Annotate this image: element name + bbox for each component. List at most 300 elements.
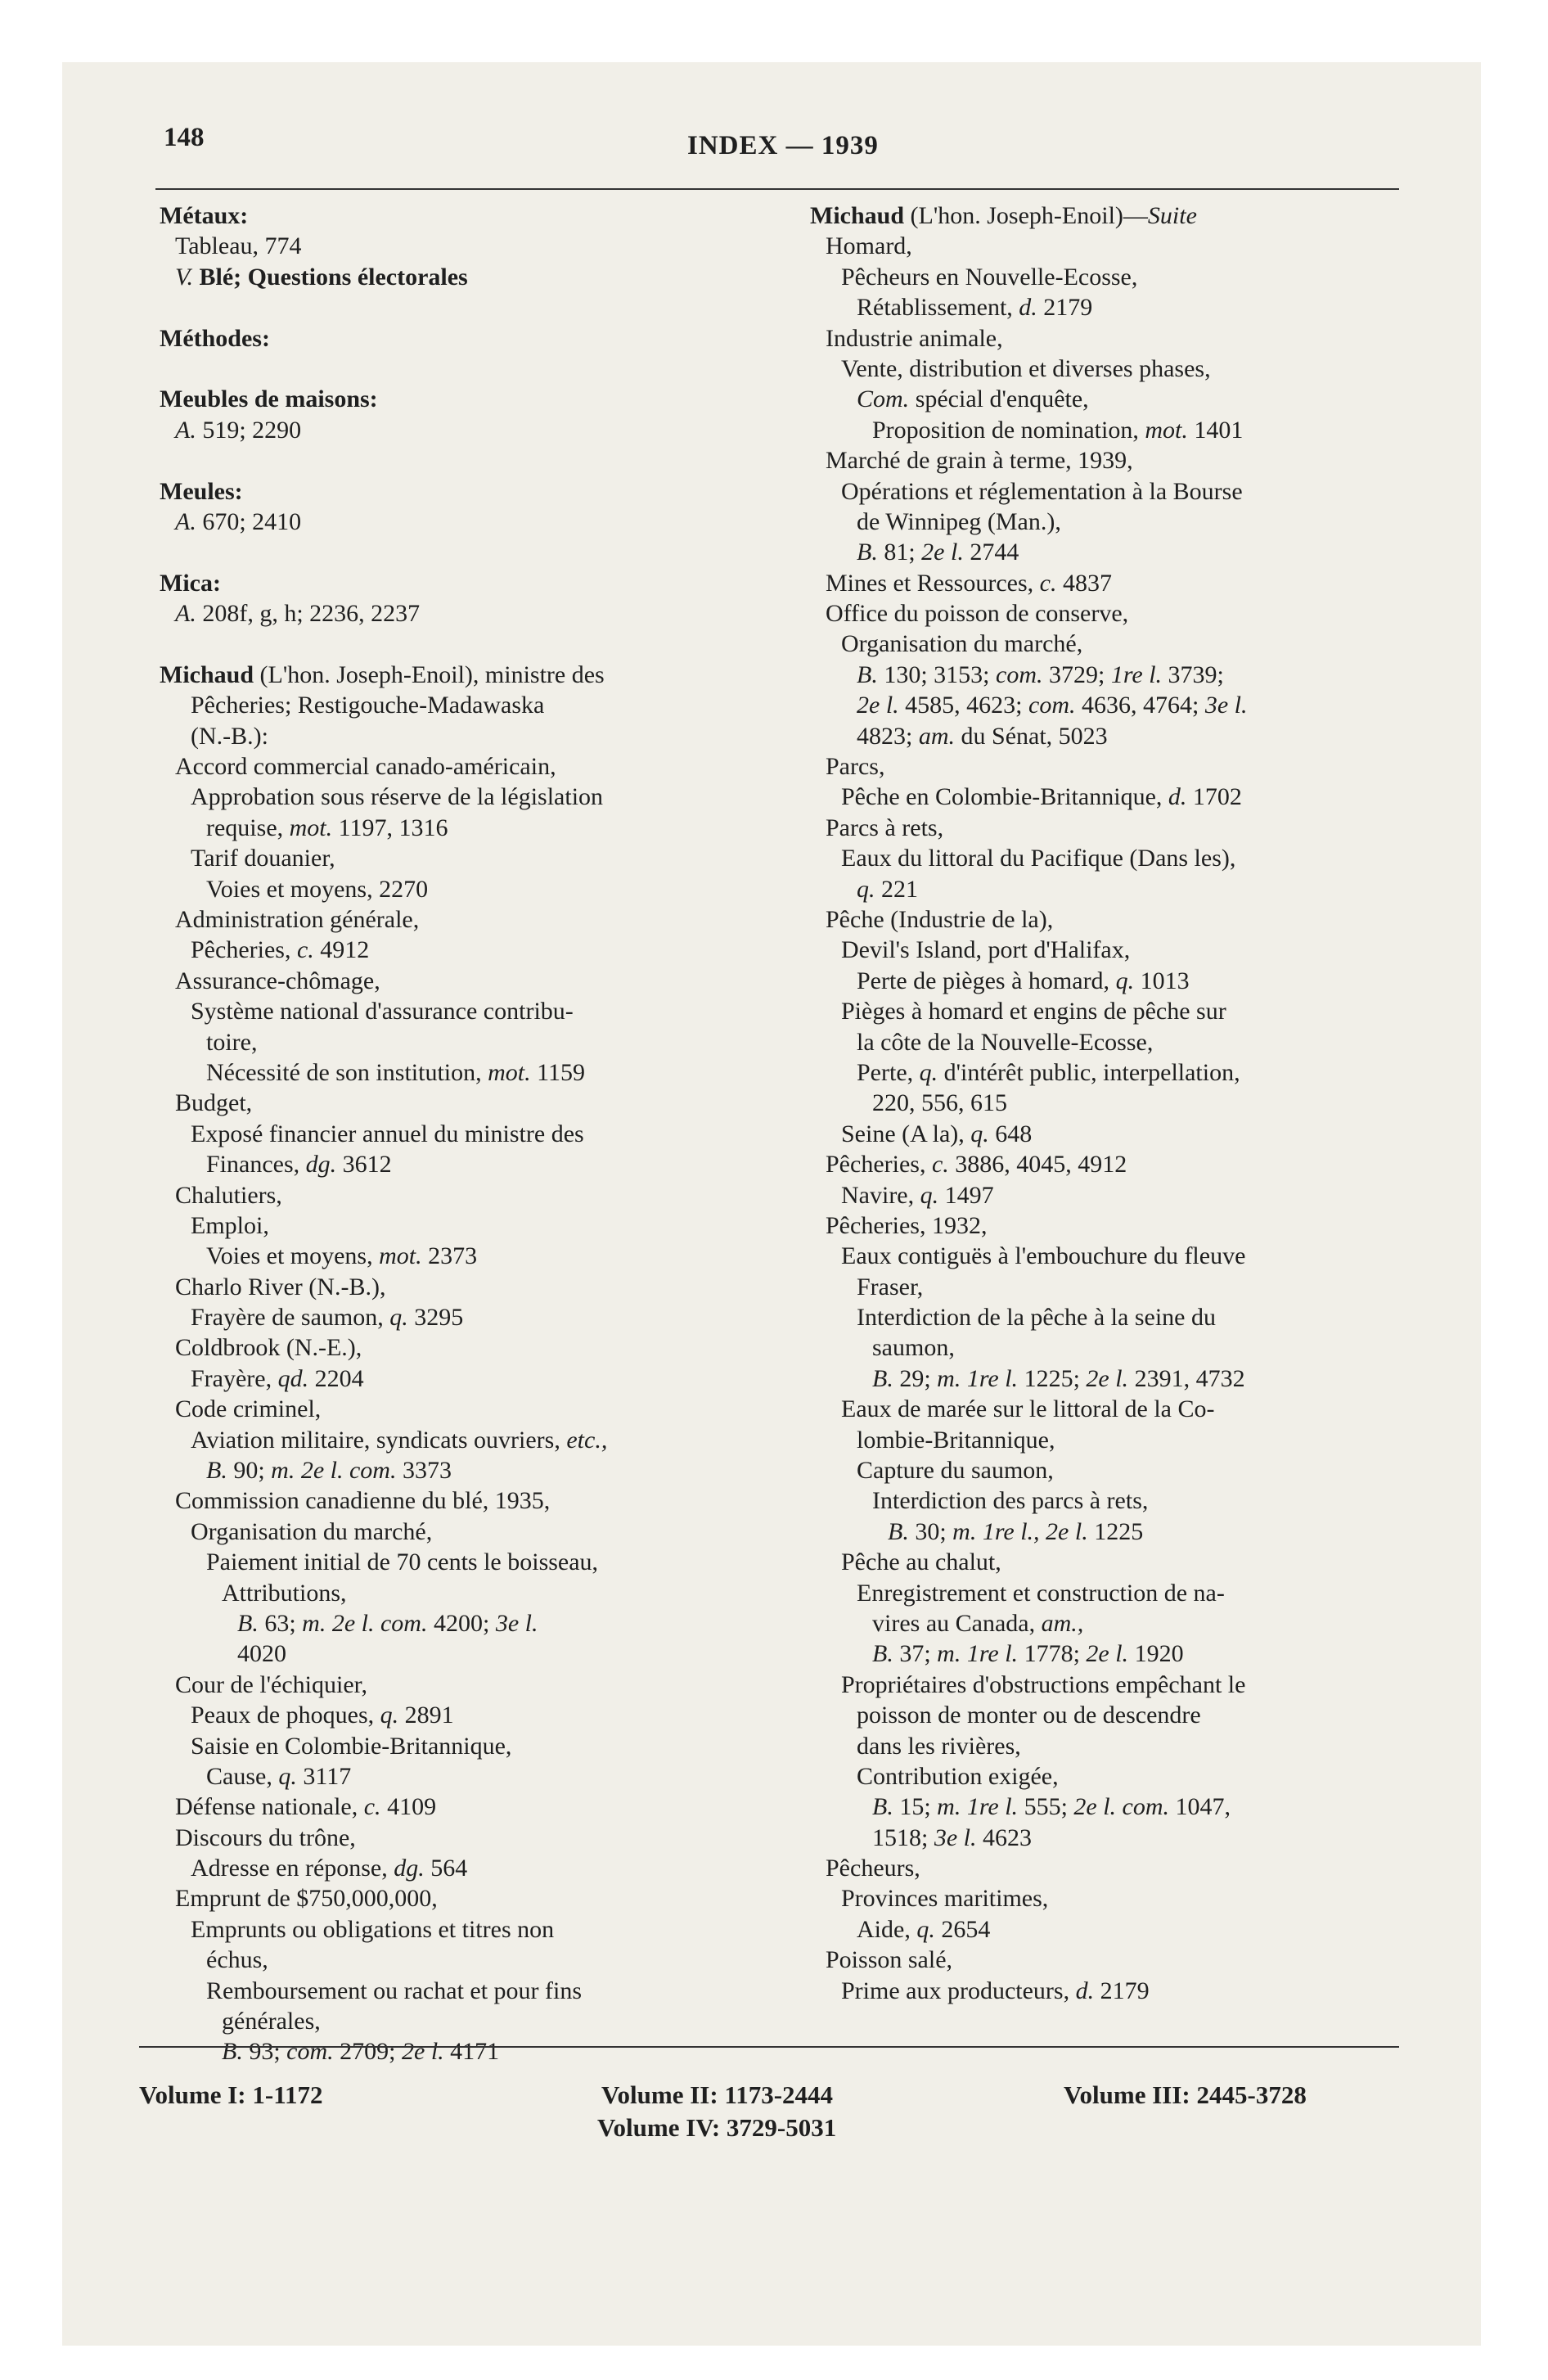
entry-text: 555; (1018, 1793, 1074, 1821)
index-entry (160, 1547, 765, 1577)
entry-text: Pêche au chalut, (841, 1548, 1001, 1576)
index-entry (810, 721, 1399, 751)
index-entry (160, 1149, 765, 1179)
entry-text: Saisie en Colombie-Britannique, (191, 1732, 512, 1760)
index-entry (160, 1578, 765, 1608)
index-entry (810, 1302, 1399, 1332)
index-entry (810, 568, 1399, 598)
entry-text: Opérations et réglementation à la Bourse (841, 477, 1243, 505)
entry-text: Perte, (857, 1058, 920, 1086)
index-entry (160, 1761, 765, 1792)
entry-text: Coldbrook (N.-E.), (175, 1334, 362, 1362)
index-entry (810, 1088, 1399, 1118)
index-entry (810, 1639, 1399, 1669)
entry-text: Propriétaires d'obstructions empêchant le (841, 1670, 1246, 1698)
index-entry (160, 1455, 765, 1485)
entry-text: com. (1028, 692, 1076, 719)
entry-text: Discours du trône, (175, 1823, 356, 1851)
entry-text: Parcs à rets, (826, 814, 944, 841)
entry-text: Peaux de phoques, (191, 1702, 380, 1729)
entry-text: Navire, (841, 1181, 920, 1209)
entry-text: d. (1075, 1977, 1095, 2004)
index-entry (810, 1455, 1399, 1485)
entry-text: c. (931, 1151, 949, 1179)
entry-text: Pêcheries, (191, 936, 297, 964)
index-entry (160, 1302, 765, 1332)
entry-text: c. (1039, 569, 1057, 597)
entry-text: Défense nationale, (175, 1793, 364, 1821)
header-rule (155, 188, 1399, 190)
entry-text: m. 1re l. (937, 1640, 1019, 1668)
index-entry (160, 1394, 765, 1424)
entry-text: 2373 (421, 1242, 478, 1270)
index-entry (160, 813, 765, 843)
entry-text: 1197, 1316 (332, 814, 448, 841)
entry-text: Adresse en réponse, (191, 1855, 394, 1882)
entry-text: 3886, 4045, 4912 (948, 1151, 1127, 1179)
index-entry (810, 1364, 1399, 1394)
index-entry (160, 1670, 765, 1700)
entry-text: d. (1019, 294, 1037, 322)
index-entry (160, 1608, 765, 1639)
entry-text: 93; (242, 2038, 287, 2066)
entry-text: dg. (394, 1855, 425, 1882)
entry-text: Marché de grain à terme, 1939, (826, 447, 1133, 475)
entry-text: Industrie animale, (826, 324, 1003, 352)
index-entry (160, 1700, 765, 1730)
index-entry (810, 1517, 1399, 1547)
entry-text: com. (996, 660, 1043, 688)
entry-text: 4109 (380, 1793, 437, 1821)
index-entry (160, 507, 765, 537)
entry-text: Approbation sous réserve de la législation (191, 783, 604, 811)
index-entry (810, 1210, 1399, 1241)
entry-text: A. (175, 507, 196, 535)
index-entry (810, 966, 1399, 996)
entry-text: 3612 (336, 1151, 392, 1179)
entry-text: Organisation du marché, (191, 1517, 433, 1545)
entry-text: Office du poisson de conserve, (826, 600, 1129, 628)
entry-text: Tableau, 774 (175, 232, 302, 260)
index-entry (810, 323, 1399, 354)
entry-text: Pièges à homard et engins de pêche sur (841, 998, 1226, 1025)
entry-text: 90; (227, 1457, 272, 1485)
entry-text: B. (888, 1517, 909, 1545)
index-entry (160, 874, 765, 904)
entry-text: Aide, (857, 1915, 917, 1943)
index-entry (810, 1792, 1399, 1822)
index-entry (810, 1272, 1399, 1302)
index-entry (810, 1700, 1399, 1730)
entry-text: 4585, 4623; (898, 692, 1028, 719)
index-entry (160, 1180, 765, 1210)
entry-text: Méthodes: (160, 324, 270, 352)
index-entry (160, 1914, 765, 1945)
entry-text: 29; (893, 1364, 938, 1392)
index-entry (810, 354, 1399, 384)
entry-text: 221 (875, 875, 918, 903)
index-heading (160, 568, 765, 598)
entry-text: Paiement initial de 70 cents le boisseau, (206, 1548, 599, 1576)
entry-text: Mines et Ressources, (826, 569, 1040, 597)
entry-spacer (160, 445, 765, 476)
entry-text: B. (237, 1609, 259, 1637)
index-entry (160, 782, 765, 812)
right-column (810, 201, 1399, 2006)
entry-text: 670; 2410 (196, 507, 302, 535)
index-entry (810, 231, 1399, 261)
index-entry (160, 1210, 765, 1241)
entry-text: q. (389, 1304, 408, 1332)
entry-text: 4623 (976, 1823, 1032, 1851)
entry-text: q. (380, 1702, 399, 1729)
entry-text: q. (919, 1058, 938, 1086)
entry-text: 63; (258, 1609, 303, 1637)
index-entry (160, 231, 765, 261)
index-entry (160, 1332, 765, 1363)
index-entry (160, 2006, 765, 2036)
entry-text: Seine (A la), (841, 1120, 971, 1147)
entry-text: la côte de la Nouvelle-Ecosse, (857, 1028, 1154, 1056)
entry-text: 81; (877, 539, 922, 566)
index-entry (810, 782, 1399, 812)
index-entry (160, 1364, 765, 1394)
entry-text: Cour de l'échiquier, (175, 1670, 367, 1698)
entry-text: poisson de monter ou de descendre (857, 1702, 1201, 1729)
entry-text: Système national d'assurance contribu- (191, 998, 574, 1025)
entry-text: lombie-Britannique, (857, 1426, 1055, 1454)
entry-text: Emprunts ou obligations et titres non (191, 1915, 555, 1943)
index-entry (160, 1485, 765, 1516)
entry-text: 2391, 4732 (1128, 1364, 1245, 1392)
index-heading (160, 660, 765, 690)
index-entry (160, 1517, 765, 1547)
index-entry (160, 1731, 765, 1761)
entry-text: Nécessité de son institution, (206, 1058, 488, 1086)
footer-rule (139, 2046, 1399, 2048)
entry-text: 1702 (1186, 783, 1242, 811)
index-entry (160, 1823, 765, 1853)
entry-text: mot. (488, 1058, 531, 1086)
entry-text: saumon, (872, 1334, 955, 1362)
entry-spacer (160, 629, 765, 659)
index-entry (160, 1241, 765, 1271)
index-entry (160, 751, 765, 782)
entry-text: am., (1041, 1609, 1084, 1637)
left-column (160, 201, 765, 2067)
entry-text: Eaux du littoral du Pacifique (Dans les), (841, 845, 1236, 872)
index-entry (810, 1761, 1399, 1792)
index-entry (810, 1119, 1399, 1149)
index-heading (160, 476, 765, 507)
volume-3-range: Volume III: 2445-3728 (1064, 2080, 1307, 2109)
index-entry (160, 598, 765, 629)
index-entry (810, 813, 1399, 843)
entry-text: Poisson salé, (826, 1946, 953, 1974)
entry-text: requise, (206, 814, 290, 841)
entry-text: 564 (424, 1855, 468, 1882)
entry-text: 2654 (934, 1915, 991, 1943)
entry-text: 2e l. (921, 539, 964, 566)
entry-text: 4171 (443, 2038, 500, 2066)
entry-text: B. (222, 2038, 243, 2066)
entry-text: toire, (206, 1028, 258, 1056)
entry-text: Pêcheurs, (826, 1855, 920, 1882)
entry-text: q. (1115, 967, 1135, 994)
index-entry (810, 1547, 1399, 1577)
index-entry (810, 1914, 1399, 1945)
index-entry (810, 1027, 1399, 1057)
entry-text: Charlo River (N.-B.), (175, 1273, 386, 1300)
entry-text: 1920 (1128, 1640, 1184, 1668)
entry-text: Finances, (206, 1151, 306, 1179)
index-entry (810, 1731, 1399, 1761)
entry-text: Interdiction de la pêche à la seine du (857, 1304, 1216, 1332)
index-entry (810, 445, 1399, 476)
entry-text: am. (918, 722, 956, 750)
entry-text: 30; (908, 1517, 953, 1545)
index-entry (810, 384, 1399, 414)
entry-text: Organisation du marché, (841, 630, 1083, 658)
entry-text: 1013 (1134, 967, 1190, 994)
entry-text: Aviation militaire, syndicats ouvriers, (191, 1426, 567, 1454)
index-entry (160, 1976, 765, 2006)
index-entry (810, 751, 1399, 782)
index-entry (810, 507, 1399, 537)
index-entry (810, 262, 1399, 292)
entry-spacer (160, 354, 765, 384)
entry-text: A. (175, 600, 196, 628)
entry-text: d'intérêt public, interpellation, (938, 1058, 1240, 1086)
index-entry (160, 2036, 765, 2067)
index-entry (160, 1119, 765, 1149)
entry-text: du Sénat, 5023 (955, 722, 1108, 750)
index-entry (160, 1027, 765, 1057)
entry-text: Com. (857, 385, 910, 413)
entry-text: 3e l. (495, 1609, 538, 1637)
entry-text: 220, 556, 615 (872, 1089, 1007, 1117)
entry-text: 4823; (857, 722, 919, 750)
index-heading (160, 384, 765, 414)
entry-text: B. (872, 1640, 893, 1668)
index-entry (160, 1945, 765, 1975)
entry-text: Tarif douanier, (191, 845, 335, 872)
index-entry (160, 1272, 765, 1302)
entry-text: Métaux: (160, 202, 249, 229)
entry-text: Code criminel, (175, 1395, 322, 1423)
entry-text: m. 2e l. com. (302, 1609, 428, 1637)
index-entry (810, 1149, 1399, 1179)
entry-text: Administration générale, (175, 905, 420, 933)
entry-text: 4200; (427, 1609, 496, 1637)
entry-text: 1497 (938, 1181, 994, 1209)
entry-text: 1225 (1087, 1517, 1144, 1545)
entry-text: Assurance-chômage, (175, 967, 380, 994)
entry-text: q. (970, 1120, 989, 1147)
index-entry (160, 690, 765, 720)
entry-text: Perte de pièges à homard, (857, 967, 1116, 994)
index-entry (810, 874, 1399, 904)
entry-text: Chalutiers, (175, 1181, 282, 1209)
entry-text: 3e l. (1204, 692, 1248, 719)
index-heading (160, 323, 765, 354)
entry-text: B. (857, 539, 878, 566)
entry-text: q. (278, 1762, 297, 1790)
entry-text: Remboursement ou rachat et pour fins (206, 1977, 583, 2004)
index-entry (810, 1976, 1399, 2006)
index-entry (160, 843, 765, 873)
entry-text: 2204 (308, 1364, 364, 1392)
entry-text: 4636, 4764; (1075, 692, 1205, 719)
entry-text: m. 1re l., 2e l. (952, 1517, 1088, 1545)
entry-text: Pêcheurs en Nouvelle-Ecosse, (841, 263, 1138, 291)
page-header (164, 123, 1391, 172)
index-entry (810, 935, 1399, 965)
entry-text: 1778; (1018, 1640, 1087, 1668)
index-entry (160, 1425, 765, 1455)
entry-text: Enregistrement et construction de na- (857, 1579, 1225, 1607)
entry-text: (L'hon. Joseph-Enoil)— (904, 202, 1148, 229)
entry-text: c. (363, 1793, 381, 1821)
entry-text: Frayère de saumon, (191, 1304, 390, 1332)
entry-text: Voies et moyens, (206, 1242, 380, 1270)
entry-text: Emploi, (191, 1211, 269, 1239)
entry-text: Interdiction des parcs à rets, (872, 1487, 1149, 1515)
index-heading (160, 201, 765, 231)
entry-text: 2e l. (1086, 1364, 1129, 1392)
entry-text: Budget, (175, 1089, 253, 1117)
index-entry (810, 1180, 1399, 1210)
index-entry (810, 1241, 1399, 1271)
entry-text: Michaud (160, 660, 254, 688)
entry-text: 3117 (296, 1762, 352, 1790)
index-entry (810, 996, 1399, 1026)
index-entry (810, 1057, 1399, 1088)
index-entry (810, 537, 1399, 567)
entry-text: B. (872, 1793, 893, 1821)
entry-text: 4912 (313, 936, 370, 964)
entry-text: Commission canadienne du blé, 1935, (175, 1487, 551, 1515)
index-entry (810, 1670, 1399, 1700)
entry-text: 2e l. com. (1073, 1793, 1170, 1821)
index-entry (810, 476, 1399, 507)
index-entry (160, 721, 765, 751)
volume-1-range: Volume I: 1-1172 (139, 2080, 323, 2109)
entry-text: Accord commercial canado-américain, (175, 753, 556, 781)
entry-text: etc., (566, 1426, 608, 1454)
entry-text: 3373 (396, 1457, 452, 1485)
entry-text: (N.-B.): (191, 722, 268, 750)
entry-text: 2179 (1037, 294, 1093, 322)
index-entry (810, 1332, 1399, 1363)
index-entry (810, 690, 1399, 720)
entry-text: Vente, distribution et diverses phases, (841, 354, 1211, 382)
entry-text: c. (296, 936, 314, 964)
entry-text: B. (857, 660, 878, 688)
entry-text: Devil's Island, port d'Halifax, (841, 936, 1131, 964)
index-entry (160, 1057, 765, 1088)
entry-text: Eaux contiguës à l'embouchure du fleuve (841, 1242, 1246, 1270)
entry-text: 37; (893, 1640, 938, 1668)
index-entry (160, 935, 765, 965)
index-entry (810, 1485, 1399, 1516)
entry-text: Pêcheries, 1932, (826, 1211, 988, 1239)
entry-text: 3e l. (934, 1823, 977, 1851)
entry-text: Capture du saumon, (857, 1457, 1054, 1485)
entry-text: 2709; (333, 2038, 402, 2066)
index-entry (160, 1792, 765, 1822)
entry-text: q. (857, 875, 875, 903)
index-entry (810, 1883, 1399, 1913)
entry-text: mot. (379, 1242, 422, 1270)
entry-text: dans les rivières, (857, 1732, 1021, 1760)
entry-text: mot. (1145, 416, 1188, 444)
entry-text: vires au Canada, (872, 1609, 1042, 1637)
index-entry (810, 1425, 1399, 1455)
index-entry (160, 1883, 765, 1913)
entry-text: 1159 (530, 1058, 586, 1086)
entry-text: q. (916, 1915, 935, 1943)
entry-text: Mica: (160, 569, 221, 597)
entry-text: mot. (289, 814, 333, 841)
entry-text: 1047, (1169, 1793, 1231, 1821)
entry-text: de Winnipeg (Man.), (857, 507, 1061, 535)
entry-text: (L'hon. Joseph-Enoil), ministre des (254, 660, 605, 688)
entry-text: Meules: (160, 477, 243, 505)
entry-text: 1re l. (1110, 660, 1163, 688)
index-entry (810, 1823, 1399, 1853)
entry-text: 4020 (237, 1640, 286, 1668)
index-entry (810, 415, 1399, 445)
entry-text: Fraser, (857, 1273, 924, 1300)
entry-text: 2e l. (1086, 1640, 1129, 1668)
entry-text: Pêcheries; Restigouche-Madawaska (191, 692, 545, 719)
entry-text: 2e l. (857, 692, 899, 719)
entry-text: B. (872, 1364, 893, 1392)
entry-text: Pêche en Colombie-Britannique, (841, 783, 1168, 811)
entry-text: 2179 (1094, 1977, 1150, 2004)
entry-text: 1225; (1018, 1364, 1087, 1392)
index-heading (810, 201, 1399, 231)
entry-text: Pêcheries, (826, 1151, 932, 1179)
entry-text: 519; 2290 (196, 416, 302, 444)
entry-spacer (160, 537, 765, 567)
entry-text: Provinces maritimes, (841, 1885, 1049, 1913)
entry-text: m. 1re l. (937, 1364, 1019, 1392)
entry-text: 130; 3153; (877, 660, 996, 688)
index-entry (160, 996, 765, 1026)
entry-text: échus, (206, 1946, 268, 1974)
entry-text: q. (920, 1181, 939, 1209)
index-entry (810, 1945, 1399, 1975)
volume-4-range: Volume IV: 3729-5031 (597, 2113, 837, 2142)
entry-text: Pêche (Industrie de la), (826, 905, 1054, 933)
entry-text: générales, (222, 2008, 321, 2035)
entry-text: 4837 (1056, 569, 1112, 597)
index-entry (160, 1088, 765, 1118)
index-entry (810, 843, 1399, 873)
entry-text: Proposition de nomination, (872, 416, 1145, 444)
index-entry (810, 1394, 1399, 1424)
entry-text: Blé; Questions électorales (199, 263, 468, 291)
index-entry (160, 904, 765, 935)
entry-text: 3729; (1042, 660, 1111, 688)
index-entry (810, 904, 1399, 935)
entry-text: V. (175, 263, 193, 291)
entry-text: Contribution exigée, (857, 1762, 1059, 1790)
entry-text: m. 1re l. (937, 1793, 1019, 1821)
index-entry (810, 1578, 1399, 1608)
